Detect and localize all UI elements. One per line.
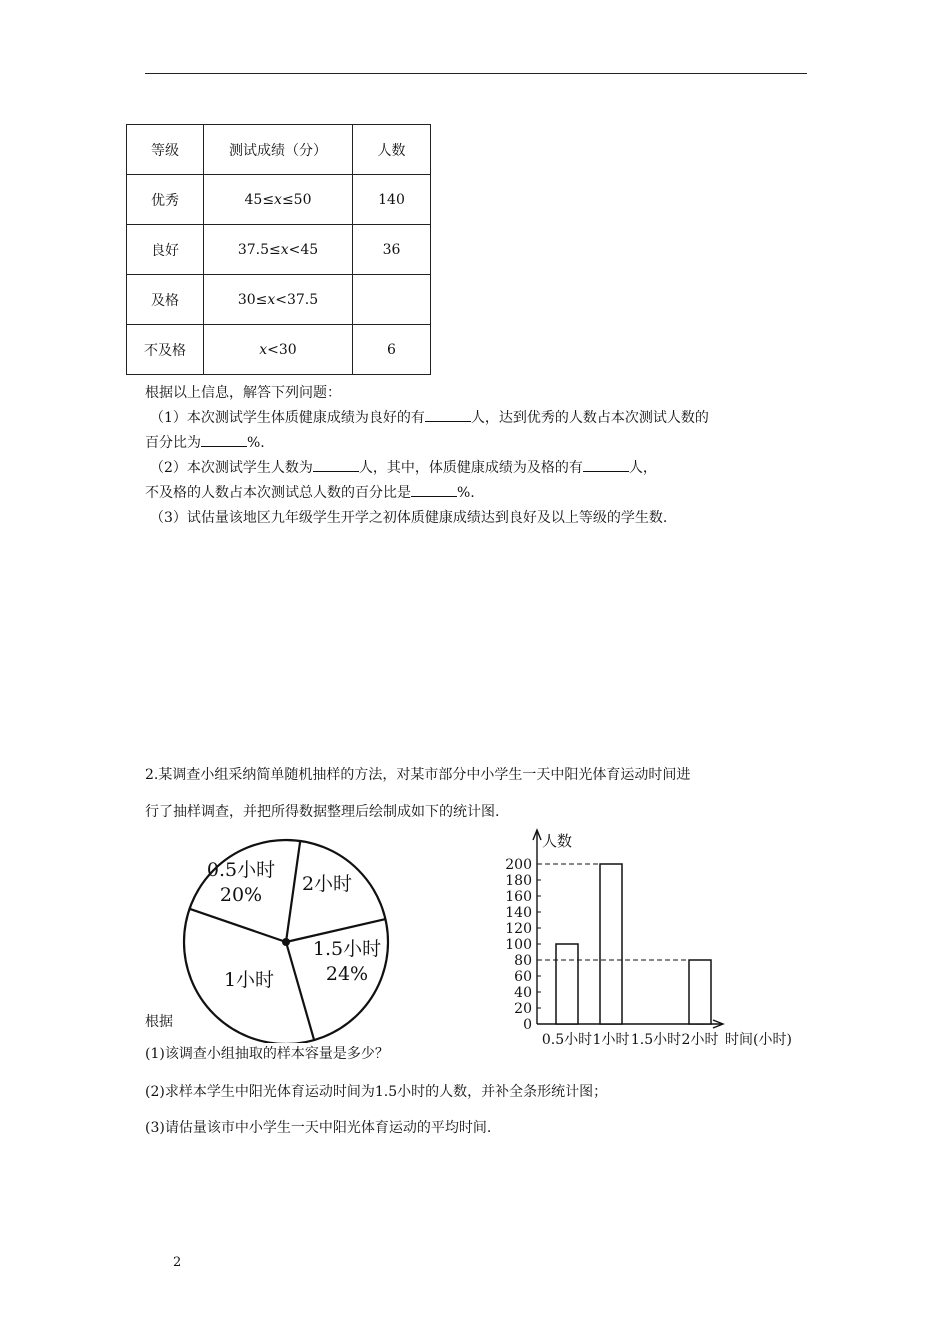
y-tick-label: 80 bbox=[514, 953, 532, 969]
answer-blank bbox=[425, 409, 471, 422]
pie-slice-label: 2小时 bbox=[301, 873, 353, 895]
table-cell-level: 及格 bbox=[127, 275, 204, 325]
q1-part1-line2: 百分比为 %. bbox=[145, 435, 265, 451]
table-header: 测试成绩（分） bbox=[204, 125, 353, 175]
pie-slice-percent: 24% bbox=[325, 963, 369, 985]
y-tick-label: 140 bbox=[505, 905, 532, 921]
q2-stem-line1: 2.某调查小组采纳简单随机抽样的方法，对某市部分中小学生一天中阳光体育运动时间进 bbox=[145, 767, 691, 783]
x-tick-label: 1小时 bbox=[592, 1032, 630, 1048]
answer-blank bbox=[411, 484, 457, 497]
y-tick-label: 100 bbox=[505, 937, 532, 953]
table-row bbox=[127, 275, 431, 325]
pie-slice-boundary bbox=[286, 841, 300, 942]
y-axis-label: 人数 bbox=[542, 832, 573, 850]
q2-prompt: 根据 bbox=[145, 1014, 173, 1030]
table-cell-level: 优秀 bbox=[127, 175, 204, 225]
table-cell-level: 良好 bbox=[127, 225, 204, 275]
y-tick-label: 20 bbox=[514, 1001, 532, 1017]
table-cell-range: 37.5≤x<45 bbox=[204, 225, 353, 275]
header-rule bbox=[145, 73, 807, 74]
q2-stem-line2: 行了抽样调查，并把所得数据整理后绘制成如下的统计图. bbox=[145, 804, 500, 820]
table-header: 人数 bbox=[353, 125, 431, 175]
pie-slice-boundary bbox=[190, 909, 286, 942]
answer-blank bbox=[201, 434, 247, 447]
q1-part2-line1: （2）本次测试学生人数为 人，其中，体质健康成绩为及格的有 人， bbox=[150, 460, 657, 476]
x-tick-label: 0.5小时 bbox=[541, 1032, 593, 1048]
y-tick-label: 120 bbox=[505, 921, 532, 937]
page-number: 2 bbox=[173, 1255, 182, 1270]
table-cell-count: 140 bbox=[353, 175, 431, 225]
x-axis-label: 时间(小时) bbox=[725, 1032, 792, 1048]
x-tick-label: 1.5小时 bbox=[630, 1032, 682, 1048]
bar-chart bbox=[500, 826, 810, 1051]
q1-intro: 根据以上信息，解答下列问题： bbox=[145, 385, 341, 401]
q2-sub3: (3)请估量该市中小学生一天中阳光体育运动的平均时间. bbox=[145, 1120, 492, 1136]
table-cell-level: 不及格 bbox=[127, 325, 204, 375]
y-tick-label: 40 bbox=[514, 985, 532, 1001]
bar bbox=[600, 864, 622, 1024]
y-tick-label: 160 bbox=[505, 889, 532, 905]
pie-slice-boundary bbox=[286, 942, 314, 1040]
answer-blank bbox=[583, 459, 629, 472]
q2-sub1: (1)该调查小组抽取的样本容量是多少？ bbox=[145, 1046, 389, 1062]
table-header: 等级 bbox=[127, 125, 204, 175]
table-row bbox=[127, 225, 431, 275]
table-cell-count: 6 bbox=[353, 325, 431, 375]
table-cell-range: 45≤x≤50 bbox=[204, 175, 353, 225]
y-tick-label: 60 bbox=[514, 969, 532, 985]
table-cell-count bbox=[353, 275, 431, 325]
x-tick-label: 2小时 bbox=[681, 1032, 719, 1048]
pie-slice-label: 0.5小时 bbox=[206, 859, 276, 881]
y-tick-label: 180 bbox=[505, 873, 532, 889]
table-cell-range: 30≤x<37.5 bbox=[204, 275, 353, 325]
y-tick-label: 0 bbox=[523, 1017, 532, 1033]
q1-part3: （3）试估量该地区九年级学生开学之初体质健康成绩达到良好及以上等级的学生数. bbox=[150, 510, 668, 526]
pie-slice-label: 1.5小时 bbox=[312, 938, 382, 960]
pie-chart bbox=[175, 828, 410, 1043]
pie-slice-label: 1小时 bbox=[223, 969, 275, 991]
pie-slice-percent: 20% bbox=[219, 884, 263, 906]
y-tick-label: 200 bbox=[505, 857, 532, 873]
grade-table bbox=[126, 124, 431, 375]
table-row bbox=[127, 325, 431, 375]
q2-sub2: (2)求样本学生中阳光体育运动时间为1.5小时的人数，并补全条形统计图； bbox=[145, 1084, 608, 1100]
q1-part2-line2: 不及格的人数占本次测试总人数的百分比是 %. bbox=[145, 485, 475, 501]
answer-blank bbox=[313, 459, 359, 472]
table-row bbox=[127, 175, 431, 225]
table-header-row bbox=[127, 125, 431, 175]
bar bbox=[689, 960, 711, 1024]
bar bbox=[556, 944, 578, 1024]
q1-part1-line1: （1）本次测试学生体质健康成绩为良好的有 人，达到优秀的人数占本次测试人数的 bbox=[150, 410, 709, 426]
pie-center bbox=[282, 938, 290, 946]
table-cell-count: 36 bbox=[353, 225, 431, 275]
table-cell-range: x<30 bbox=[204, 325, 353, 375]
